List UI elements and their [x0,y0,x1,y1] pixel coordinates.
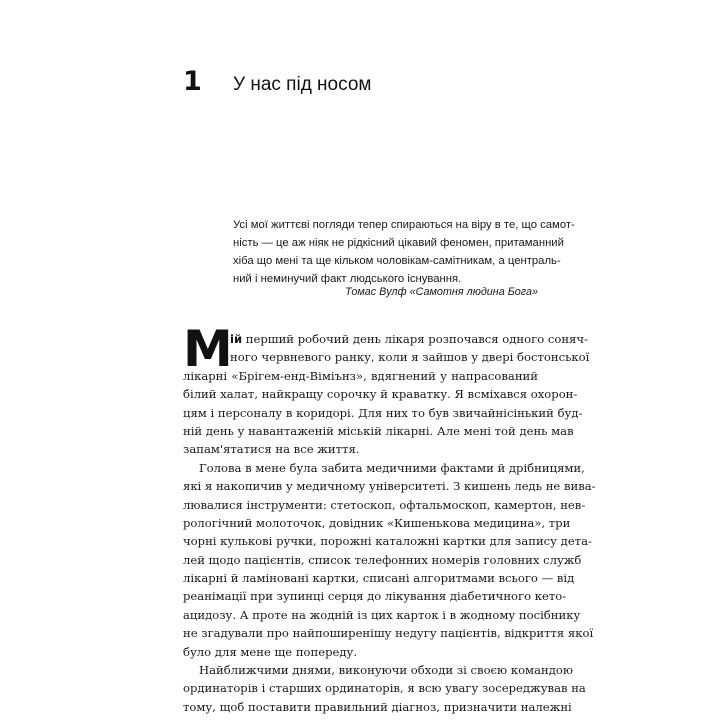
body-line: запам'ятатися на все життя. [183,442,360,457]
body-line-text: перший робочий день лікаря розпочався одного соняч- [242,332,588,346]
body-line: які я накопичив у медичному університеті. З кишень ледь не вива- [183,479,596,494]
body-line: ординаторів і старших ординаторів, я всю увагу зосереджував на [183,681,586,696]
epigraph [233,216,575,288]
drop-cap: М [183,320,233,378]
body-line: Найближчими днями, виконуючи обходи зі своєю командою [199,663,573,678]
epigraph-line: хіба що мені та ще кільком чоловікам-самітникам, а централь- [233,255,561,267]
body-line: лей щодо пацієнтів, список телефонних номерів головних служб [183,552,582,567]
body-line: білий халат, найкращу сорочку й краватку. Я всміхався охорон- [183,387,578,402]
body-line: тому, щоб поставити правильний діагноз, призначити належні [183,699,572,714]
chapter-title: У нас під носом [233,74,372,95]
body-text [183,330,596,716]
body-line: ацидозу. А проте на жодній із цих карток і в жодному посібнику [183,607,581,622]
body-line: лювалися інструменти: стетоскоп, офтальмоскоп, камертон, нев- [183,497,586,512]
body-line: ній день у навантаженій міській лікарні. Але мені той день мав [183,423,574,438]
body-line: ного червневого ранку, коли я зайшов у двері бостонської [230,350,590,365]
body-line [230,330,588,348]
body-line: цям і персоналу в коридорі. Для них то був звичайнісінький буд- [183,405,583,420]
chapter-number: 1 [183,66,202,97]
body-line: лікарні й ламіновані картки, списані алгоритмами всього — від [183,571,575,586]
epigraph-line: ність — це аж ніяк не рідкісний цікавий феномен, притаманний [233,237,564,249]
epigraph-line: ний і неминучий факт людського існування. [233,273,462,285]
chapter-header [183,66,371,106]
epigraph-attribution: Томас Вулф «Самотня людина Бога» [345,286,538,298]
body-line: реанімації при зупинці серця до лікування діабетичного кето- [183,589,567,604]
body-line: не згадували про найпоширенішу недугу пацієнтів, відкриття якої [183,626,594,641]
body-line: лікарні «Брігем-енд-Віміънз», вдягнений у напрасований [183,368,538,383]
epigraph-line: Усі мої життєві погляди тепер спираються на віру в те, що самот- [233,219,575,231]
body-line: було для мене ще попереду. [183,644,358,659]
body-line: рологічний молоточок, довідник «Кишенькова медицина», три [183,515,571,530]
body-line: чорні кулькові ручки, порожні каталожні картки для запису дета- [183,534,592,549]
first-word-rest: ій [230,332,243,346]
body-line: Голова в мене була забита медичними фактами й дрібницями, [199,460,585,475]
